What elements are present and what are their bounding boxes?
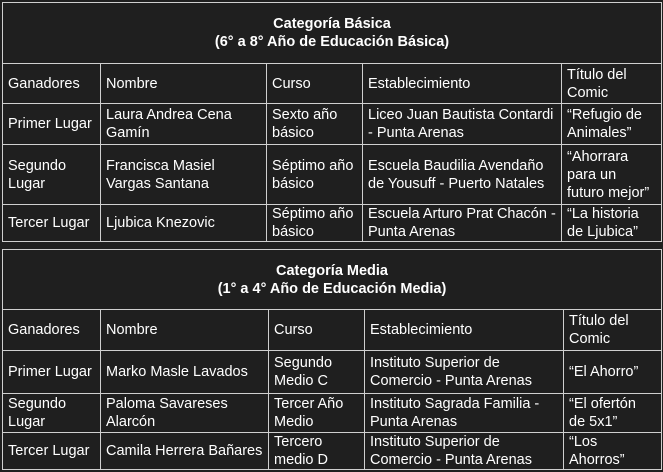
table-row	[3, 145, 662, 205]
header-row	[3, 64, 662, 104]
table-row	[3, 394, 662, 433]
table-row	[3, 104, 662, 145]
cell-nombre: Laura Andrea Cena Gamín	[101, 104, 267, 145]
header-row	[3, 310, 662, 351]
section-title-row	[3, 250, 662, 310]
header-nombre: Nombre	[101, 310, 269, 351]
cell-establecimiento: Instituto Superior de Comercio - Punta Arenas	[365, 433, 564, 470]
cell-curso: Segundo Medio C	[269, 351, 365, 394]
cell-establecimiento: Liceo Juan Bautista Contardi - Punta Arenas	[363, 104, 562, 145]
cell-establecimiento: Escuela Arturo Prat Chacón - Punta Arenas	[363, 205, 562, 242]
cell-ganador: Segundo Lugar	[3, 145, 101, 205]
header-establecimiento: Establecimiento	[363, 64, 562, 104]
cell-curso: Tercero medio D	[269, 433, 365, 470]
section-title-cell	[3, 250, 662, 310]
cell-curso: Séptimo año básico	[267, 145, 363, 205]
section-subtitle: (1° a 4° Año de Educación Media)	[217, 280, 447, 297]
cell-establecimiento: Escuela Baudilia Avendaño de Yousuff - Puerto Natales	[363, 145, 562, 205]
cell-curso: Sexto año básico	[267, 104, 363, 145]
table-categoria-basica	[2, 2, 662, 242]
cell-nombre: Francisca Masiel Vargas Santana	[101, 145, 267, 205]
cell-curso: Tercer Año Medio	[269, 394, 365, 433]
cell-establecimiento: Instituto Sagrada Familia - Punta Arenas	[365, 394, 564, 433]
cell-titulo-comic: “El Ahorro”	[564, 351, 662, 394]
cell-establecimiento: Instituto Superior de Comercio - Punta Arenas	[365, 351, 564, 394]
header-titulo-comic: Título del Comic	[562, 64, 662, 104]
cell-nombre: Marko Masle Lavados	[101, 351, 269, 394]
section-title: Categoría Básica	[273, 16, 391, 32]
cell-ganador: Primer Lugar	[3, 104, 101, 145]
cell-titulo-comic: “La historia de Ljubica”	[562, 205, 662, 242]
cell-ganador: Segundo Lugar	[3, 394, 101, 433]
section-subtitle: (6° a 8° Año de Educación Básica)	[214, 34, 450, 50]
section-title-row	[3, 3, 662, 64]
header-titulo-comic: Título del Comic	[564, 310, 662, 351]
cell-ganador: Tercer Lugar	[3, 205, 101, 242]
cell-nombre: Paloma Savareses Alarcón	[101, 394, 269, 433]
header-ganadores: Ganadores	[3, 64, 101, 104]
table-row	[3, 351, 662, 394]
header-curso: Curso	[267, 64, 363, 104]
table-row	[3, 433, 662, 470]
cell-nombre: Ljubica Knezovic	[101, 205, 267, 242]
cell-titulo-comic: “El ofertón de 5x1”	[564, 394, 662, 433]
cell-ganador: Tercer Lugar	[3, 433, 101, 470]
header-nombre: Nombre	[101, 64, 267, 104]
cell-curso: Séptimo año básico	[267, 205, 363, 242]
table-row	[3, 205, 662, 242]
cell-nombre: Camila Herrera Bañares	[101, 433, 269, 470]
section-title-cell	[3, 3, 662, 64]
cell-titulo-comic: “Ahorrara para un futuro mejor”	[562, 145, 662, 205]
header-ganadores: Ganadores	[3, 310, 101, 351]
header-establecimiento: Establecimiento	[365, 310, 564, 351]
table-categoria-media	[2, 249, 662, 470]
cell-titulo-comic: “Los Ahorros”	[564, 433, 662, 470]
section-title: Categoría Media	[276, 262, 388, 279]
cell-titulo-comic: “Refugio de Animales”	[562, 104, 662, 145]
cell-ganador: Primer Lugar	[3, 351, 101, 394]
header-curso: Curso	[269, 310, 365, 351]
